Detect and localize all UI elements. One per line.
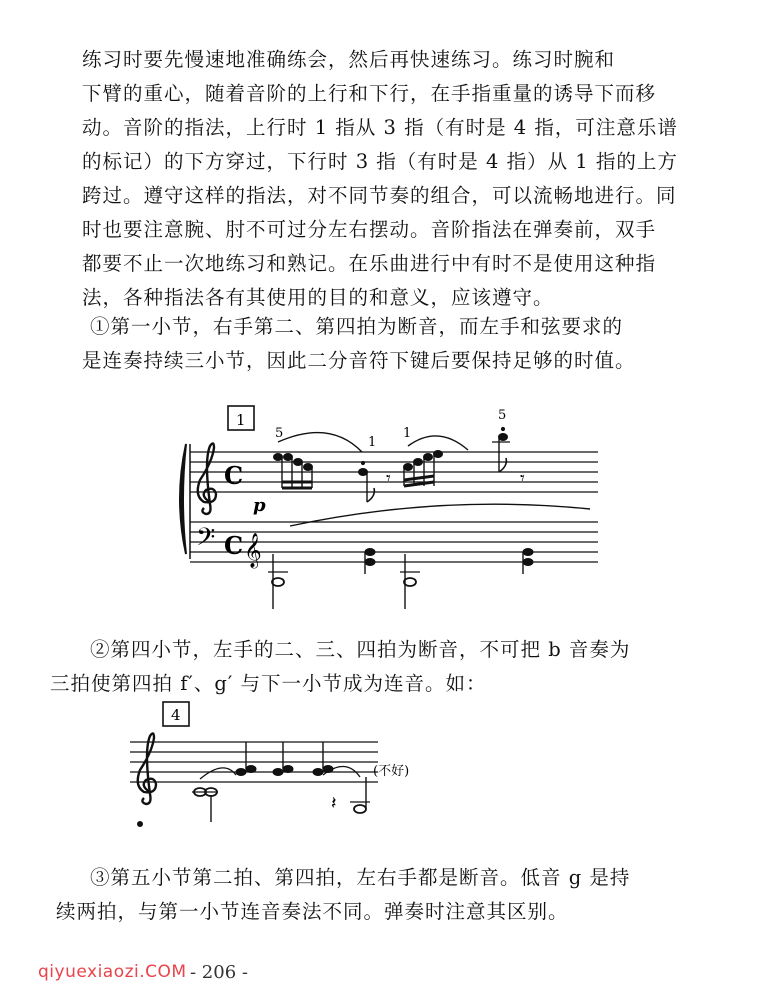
score-example-measure-1 [170,404,600,609]
slur [408,436,468,450]
slur [278,433,362,452]
fingering-3: 1 [403,426,412,441]
treble-clef-icon [138,733,156,804]
fingering-1: 5 [275,426,284,441]
measure-number: 4 [171,706,181,724]
text-line: 动。音阶的指法，上行时 1 指从 3 指（有时是 4 指，可注意乐谱 [82,116,678,139]
text-line: 法，各种指法各有其使用的目的和意义，应该遵守。 [82,286,554,309]
text-line: 练习时要先慢速地准确练会，然后再快速练习。练习时腕和 [82,48,616,71]
time-signature: C [224,461,244,490]
bass-clef-icon: 𝄢 [196,523,216,558]
fingering-4: 5 [498,408,507,423]
fingering-2: 1 [368,435,377,450]
score-example-measure-4 [128,697,438,837]
note-group-2 [404,451,443,487]
text-line: 时也要注意腕、肘不可过分左右摆动。音阶指法在弹奏前，双手 [82,218,657,241]
eighth-rest-icon: 𝄾 [386,468,391,489]
slur [290,504,590,526]
paragraph-note-3 [56,861,682,929]
treble-clef-icon [198,443,216,514]
dynamic-mark: p [253,495,266,516]
text-line: 的标记）的下方穿过，下行时 3 指（有时是 4 指）从 1 指的上方 [82,150,678,173]
text-line: 续两拍，与第一小节连音奏法不同。弹奏时注意其区别。 [56,900,569,923]
slur [200,768,236,779]
quarter-rest-icon: 𝄽 [331,793,337,814]
annotation-not-good: (不好) [373,764,410,779]
paragraph-scale-fingering [82,43,682,315]
eighth-note-high [492,427,510,472]
text-line: 都要不止一次地练习和熟记。在乐曲进行中有时不是使用这种指 [82,252,657,275]
page-number: - 206 - [190,962,248,983]
eighth-rest-icon: 𝄾 [520,468,525,489]
text-line: ②第四小节，左手的二、三、四拍为断音，不可把 b 音奏为 [90,638,631,661]
text-line: 跨过。遵守这样的指法，对不同节奏的组合，可以流畅地进行。同 [82,184,677,207]
note-group-1 [274,454,313,489]
measure-number: 1 [236,411,246,429]
paragraph-note-1 [82,310,682,378]
treble-staff [130,742,378,782]
text-line: ③第五小节第二拍、第四拍，左右手都是断音。低音 g 是持 [90,866,631,889]
time-signature: C [224,531,244,560]
treble-staff [190,452,598,492]
site-watermark: qiyuexiaozi.COM [38,962,187,982]
text-line: ①第一小节，右手第二、第四拍为断音，而左手和弦要求的 [90,315,624,338]
paragraph-note-2 [50,633,682,701]
text-line: 下臂的重心，随着音阶的上行和下行，在手指重量的诱导下而移 [82,82,657,105]
bass-notes [268,549,533,610]
grand-staff-brace [180,444,186,554]
treble-clef-change-icon: 𝄞 [244,533,262,568]
text-line: 三拍使第四拍 f′、g′ 与下一小节成为连音。如： [50,672,487,695]
text-line: 是连奏持续三小节，因此二分音符下键后要保持足够的时值。 [82,349,636,372]
